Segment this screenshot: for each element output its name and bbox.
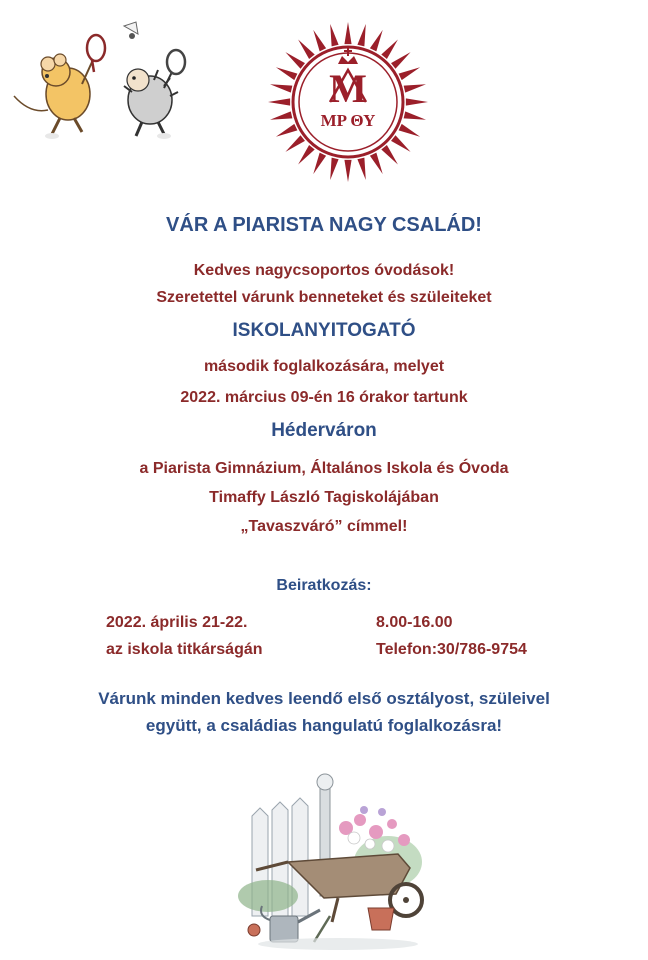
enrollment-title: Beiratkozás: xyxy=(276,577,372,594)
theme-line: „Tavaszváró” címmel! xyxy=(240,518,408,535)
enrollment-location: az iskola titkárságán xyxy=(106,641,263,658)
enrollment-hours: 8.00-16.00 xyxy=(376,614,453,631)
piarist-emblem-logo xyxy=(266,20,430,184)
main-heading: VÁR A PIARISTA NAGY CSALÁD! xyxy=(166,214,482,236)
event-name: ISKOLANYITOGATÓ xyxy=(232,320,416,341)
svg-text:MP ΘΥ: MP ΘΥ xyxy=(320,111,376,130)
date-time-line: 2022. március 09-én 16 órakor tartunk xyxy=(180,389,468,406)
school-name-line: a Piarista Gimnázium, Általános Iskola és Óvoda xyxy=(139,460,509,477)
place-name: Héderváron xyxy=(271,420,377,441)
session-line: második foglalkozására, melyet xyxy=(203,358,445,375)
enrollment-dates: 2022. április 21-22. xyxy=(106,614,248,631)
greeting-line: Kedves nagycsoportos óvodások! xyxy=(193,262,455,279)
invitation-line: Szeretettel várunk benneteket és szüleiteket xyxy=(156,289,492,306)
enrollment-phone: Telefon:30/786-9754 xyxy=(376,641,527,658)
badminton-mice-illustration xyxy=(8,14,198,144)
branch-school-line: Timaffy László Tagiskolájában xyxy=(209,489,439,506)
closing-line-1: Várunk minden kedves leendő első osztályost, szüleivel xyxy=(98,689,550,708)
svg-text:M: M xyxy=(329,66,367,111)
garden-wheelbarrow-illustration xyxy=(228,766,438,952)
closing-line-2: együtt, a családias hangulatú foglalkozásra! xyxy=(145,716,503,735)
